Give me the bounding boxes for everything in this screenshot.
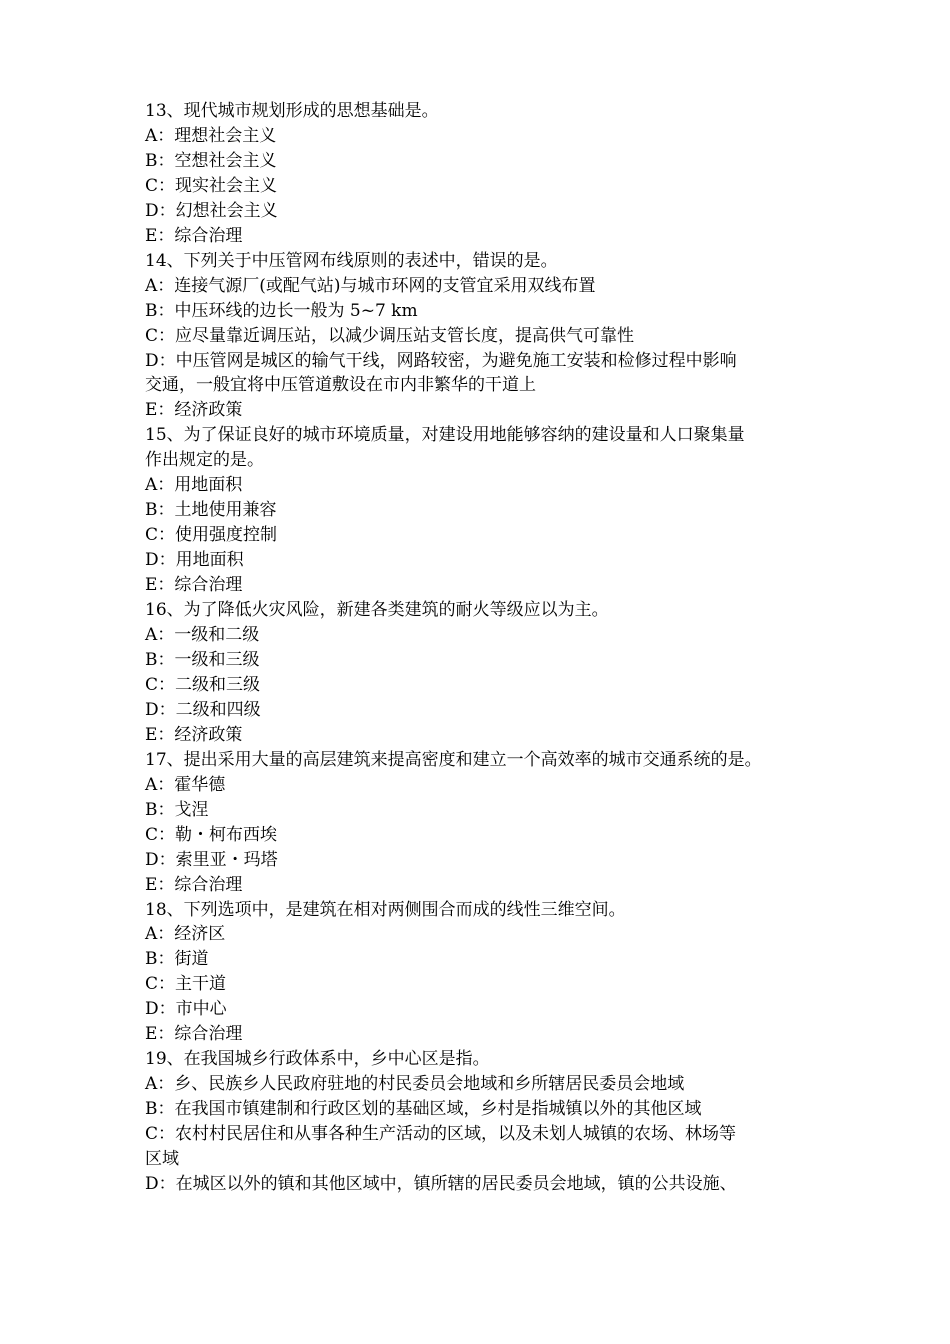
option-a: A：经济区 bbox=[145, 924, 226, 945]
option-c: C：主干道 bbox=[145, 974, 227, 995]
option-a: A：用地面积 bbox=[145, 475, 243, 496]
option-d: D：用地面积 bbox=[145, 550, 244, 571]
question-18: 18、下列选项中，是建筑在相对两侧围合而成的线性三维空间。 bbox=[145, 899, 626, 920]
option-b: B：空想社会主义 bbox=[145, 150, 277, 171]
option-d-continued: 交通，一般宜将中压管道敷设在市内非繁华的干道上 bbox=[145, 375, 536, 396]
option-b: B：在我国市镇建制和行政区划的基础区域，乡村是指城镇以外的其他区域 bbox=[145, 1099, 702, 1120]
option-b: B：一级和三级 bbox=[145, 649, 260, 670]
option-c-continued: 区域 bbox=[145, 1149, 179, 1170]
option-b: B：中压环线的边长一般为 5~7 km bbox=[145, 300, 418, 321]
option-d: D：幻想社会主义 bbox=[145, 200, 278, 221]
option-c: C：现实社会主义 bbox=[145, 175, 278, 196]
option-b: B：戈涅 bbox=[145, 799, 209, 820]
option-d: D：二级和四级 bbox=[145, 699, 261, 720]
option-e: E：综合治理 bbox=[145, 1024, 243, 1045]
option-d: D：中压管网是城区的输气干线，网路较密，为避免施工安装和检修过程中影响 bbox=[145, 350, 737, 371]
option-c: C：二级和三级 bbox=[145, 674, 261, 695]
question-14: 14、下列关于中压管网布线原则的表述中，错误的是。 bbox=[145, 250, 558, 271]
question-15: 15、为了保证良好的城市环境质量，对建设用地能够容纳的建设量和人口聚集量 bbox=[145, 425, 745, 446]
option-a: A：连接气源厂(或配气站)与城市环网的支管宜采用双线布置 bbox=[145, 275, 596, 296]
option-a: A：乡、民族乡人民政府驻地的村民委员会地域和乡所辖居民委员会地域 bbox=[145, 1074, 685, 1095]
option-a: A：一级和二级 bbox=[145, 625, 260, 646]
option-d: D：索里亚・玛塔 bbox=[145, 849, 278, 870]
option-a: A：霍华德 bbox=[145, 774, 226, 795]
option-d: D：市中心 bbox=[145, 999, 227, 1020]
option-b: B：土地使用兼容 bbox=[145, 500, 277, 521]
question-13: 13、现代城市规划形成的思想基础是。 bbox=[145, 101, 439, 121]
option-c: C：使用强度控制 bbox=[145, 525, 278, 546]
option-e: E：经济政策 bbox=[145, 724, 243, 745]
question-16: 16、为了降低火灾风险，新建各类建筑的耐火等级应以为主。 bbox=[145, 600, 609, 621]
question-text-block bbox=[145, 99, 825, 1197]
question-19: 19、在我国城乡行政体系中，乡中心区是指。 bbox=[145, 1049, 490, 1070]
option-a: A：理想社会主义 bbox=[145, 125, 277, 146]
option-e: E：综合治理 bbox=[145, 225, 243, 246]
question-15-continued: 作出规定的是。 bbox=[145, 450, 264, 471]
option-c: C：农村村民居住和从事各种生产活动的区域，以及未划人城镇的农场、林场等 bbox=[145, 1124, 737, 1145]
option-c: C：勒・柯布西埃 bbox=[145, 824, 278, 845]
option-e: E：经济政策 bbox=[145, 400, 243, 421]
option-d: D：在城区以外的镇和其他区域中，镇所辖的居民委员会地域，镇的公共设施、 bbox=[145, 1173, 737, 1194]
question-17: 17、提出采用大量的高层建筑来提高密度和建立一个高效率的城市交通系统的是。 bbox=[145, 749, 762, 770]
option-b: B：街道 bbox=[145, 949, 209, 970]
option-e: E：综合治理 bbox=[145, 874, 243, 895]
option-c: C：应尽量靠近调压站，以减少调压站支管长度，提高供气可靠性 bbox=[145, 325, 635, 346]
option-e: E：综合治理 bbox=[145, 575, 243, 596]
